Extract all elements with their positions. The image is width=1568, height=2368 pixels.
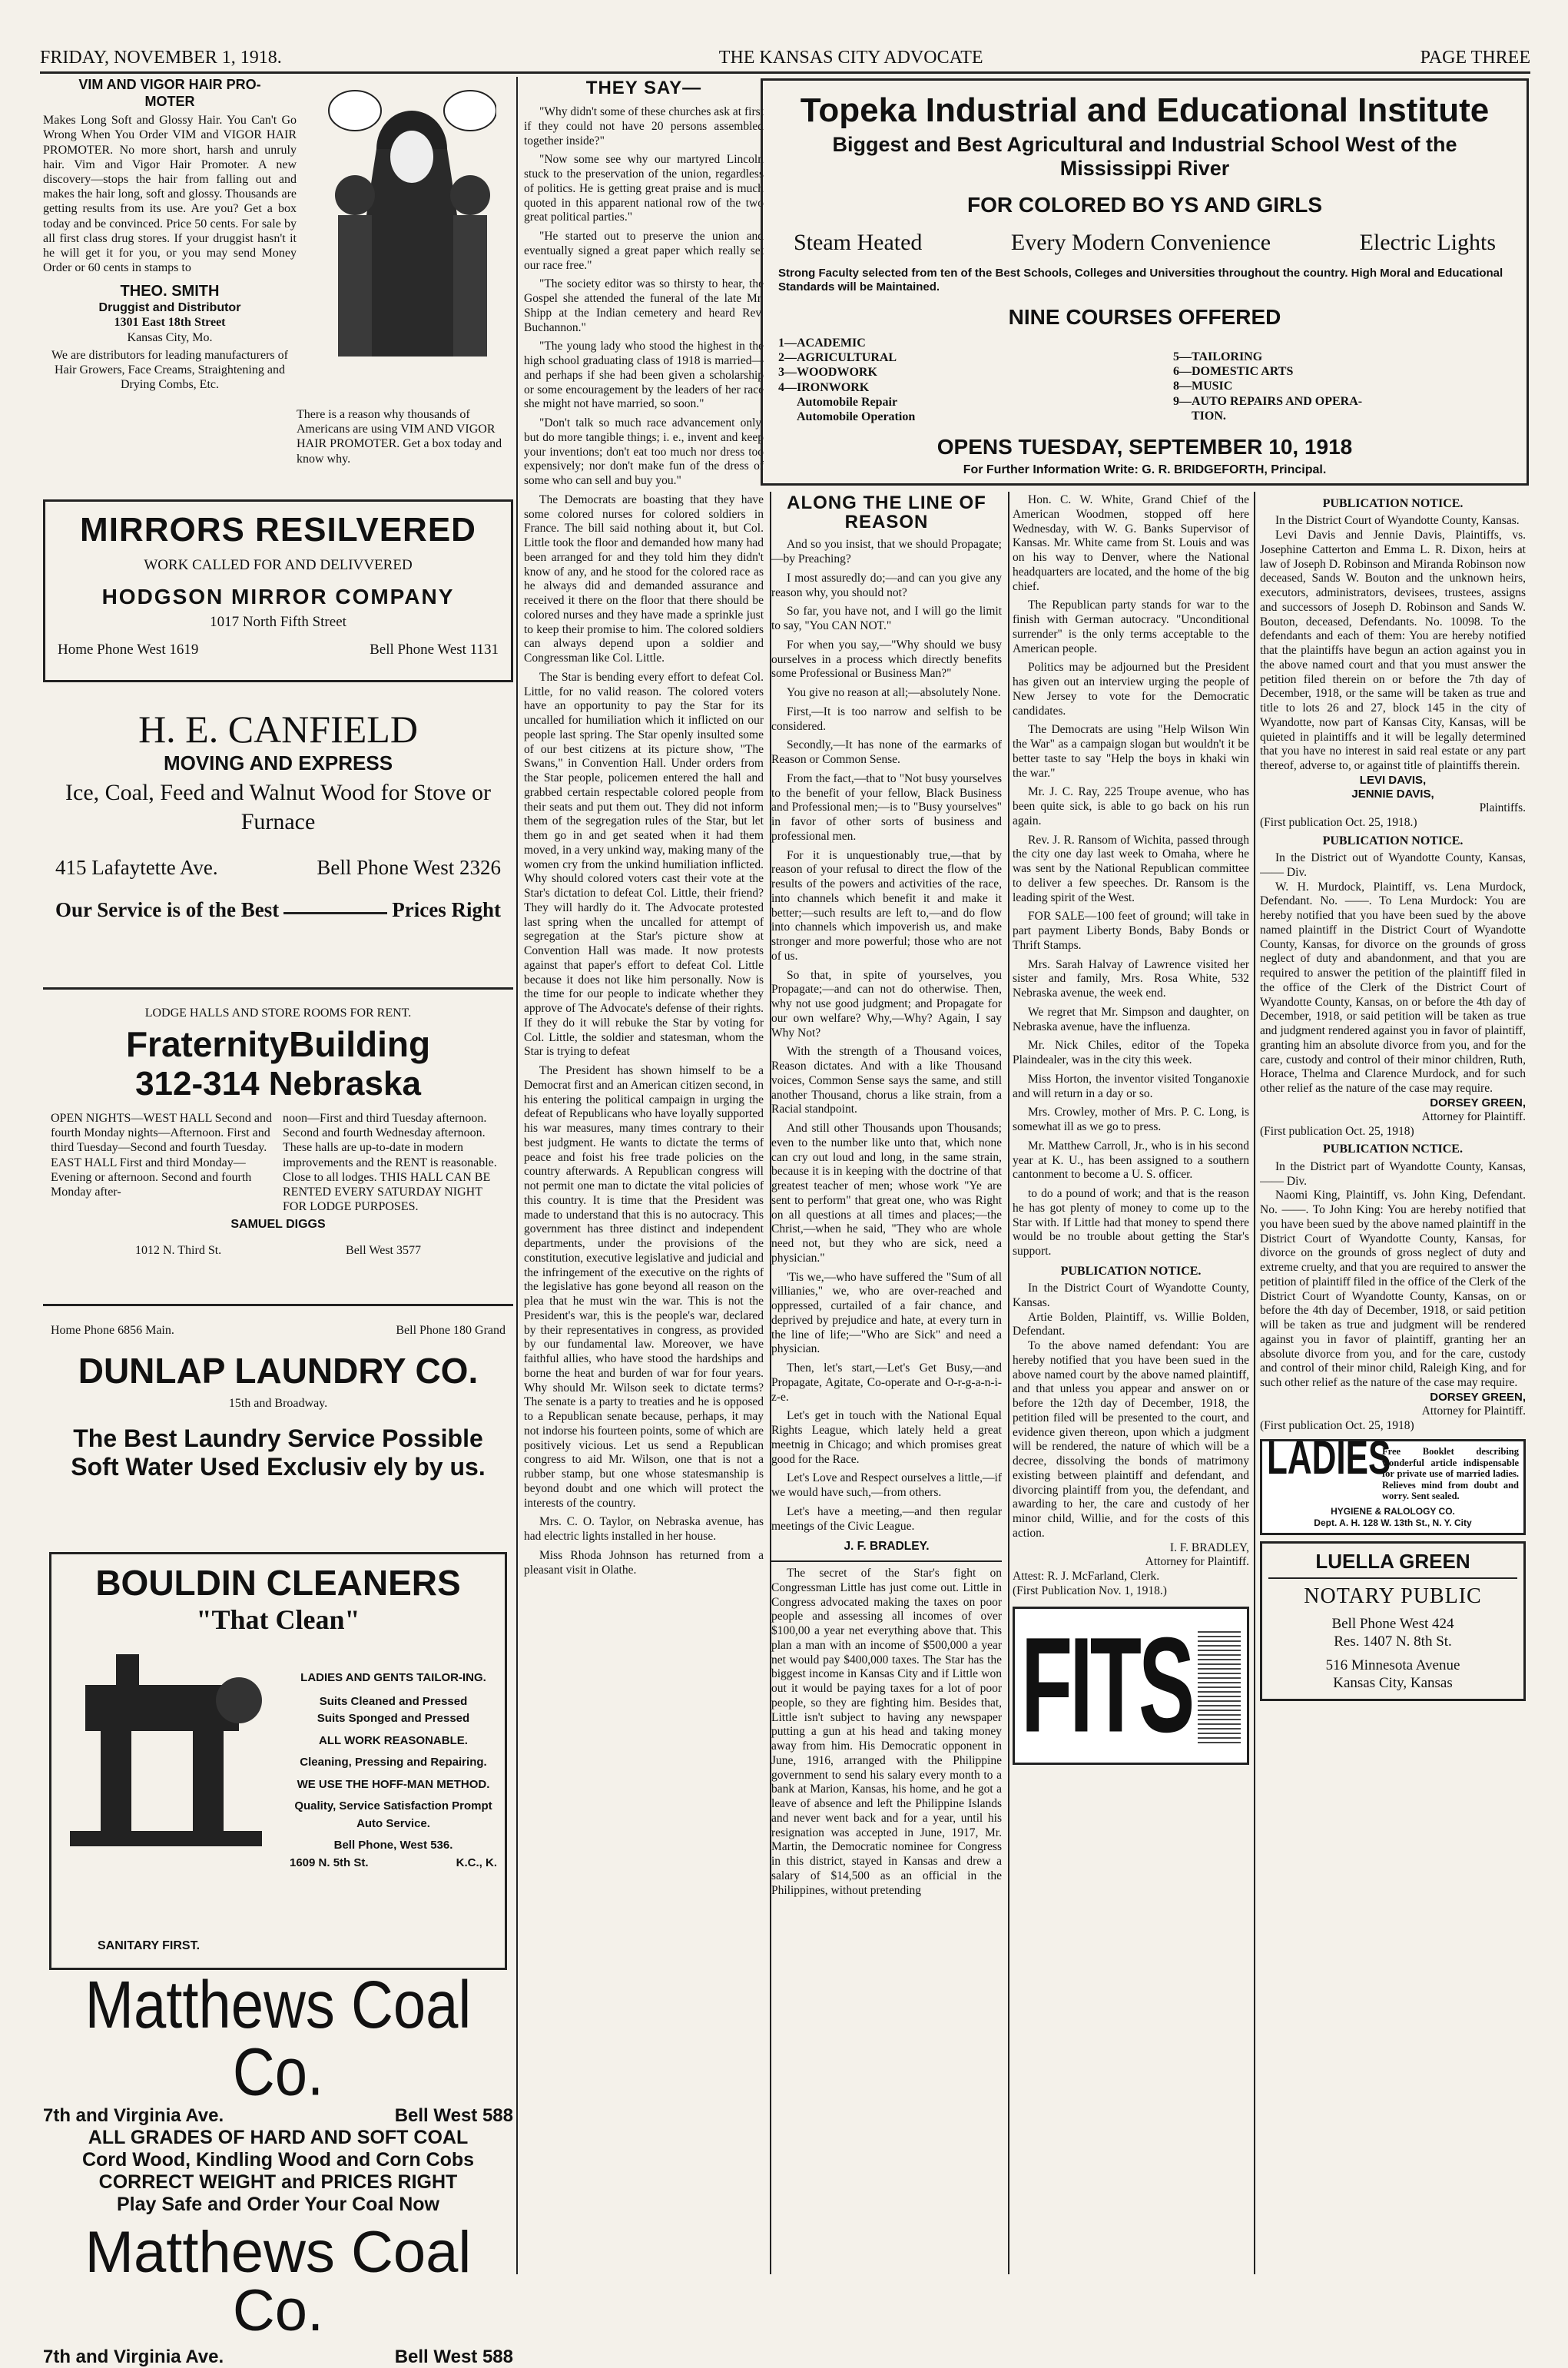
matthews-title: Matthews Coal Co.	[85, 1967, 472, 2110]
matthews-l4: Play Safe and Order Your Coal Now	[116, 2194, 440, 2215]
luella-phone: Bell Phone West 424	[1331, 1615, 1454, 1632]
luella-ad	[1260, 1541, 1526, 1700]
dunlap-title: DUNLAP LAUNDRY CO.	[78, 1351, 479, 1391]
notice-1-head: PUBLICATION NOTICE.	[1322, 497, 1464, 510]
they-say-paragraph: "The society editor was so thirsty to hear, the Gospel she attended the funeral of the late Mr. Shipp at the Indian cemetery and heard Rev. Buchannon."	[524, 277, 764, 334]
news-column-4	[1013, 493, 1249, 2276]
notice-2-body: W. H. Murdock, Plaintiff, vs. Lena Murdock, Defendant. No. ——. To Lena Murdock: You are hereby notified that you have been sued by the above named plaintiff in the District Court of Wyandotte County, Kansas, for divorce on the grounds of gross neglect of duty and abandonment, and that you are required to answer the petition of the plaintiff filed in the office of the Clerk of the District Court of Wyandotte County, Kansas, on or before the 4th day of December, 1918, or said petition will be taken as true and judgment rendered against you in favor of plaintiff, granting him an absolute divorce from you, and for the care, custody and control of their minor children, Ruth, Horace, Thelma and Clarence Murdock, and for such other relief as the nature of the case may require.	[1260, 880, 1526, 1095]
notice-1-first: (First publication Oct. 25, 1918.)	[1260, 815, 1417, 829]
along-title: ALONG THE LINE OF REASON	[787, 493, 986, 533]
topeka-info: For Further Information Write: G. R. BRIDGEFORTH, Principal.	[963, 463, 1327, 477]
fraternity-addr-2: 1012 N. Third St.	[135, 1243, 222, 1257]
col4-pub-sig-1: I. F. BRADLEY,	[1169, 1541, 1249, 1554]
course-item: 4—IRONWORK	[778, 380, 870, 394]
they-say-body	[524, 105, 764, 1577]
they-say-paragraph: The Star is bending every effort to defeat Col. Little, for no valid reason. The colored voters have an opportunity to pay the Star for its uncalled for humiliation which it inflicted on our people last spring. The Star openly insulted some of our best citizens at its picture show, "The Swans," in Convention Hall. Under orders from the Star people, policemen entered the hall and grabbed certain respectable colored people from their seats and put them out. They did not inform them of the segregation rules of the Star, but let them go in and get seated when it had them moved, in a very unkind way, making many of the women cry from the unkind humiliation inflicted. Why should colored voters cast their vote at the Star's dictation to defeat Col. Little, their friend? They will hardly do it. The Advocate protested last spring when the uncalled for attempt of segregation at the Star's picture show at Convention Hall was made. It now protests against that paper's effort to defeat Col. Little because it does not like him personally. Now is the time for our people to indicate whether they approve of The Advocate's defense of their rights. If they do it will rebuke the Star by voting for Col. Little, the soldier and statesman, whom the Star is trying to defeat	[524, 670, 764, 1059]
news-item: Hon. C. W. White, Grand Chief of the American Woodmen, stopped off here Wednesday, with W. G. Banks Supervisor of Kansas. Mr. White came from St. Louis and was on his way to Denver, where the National headquarters are located, and the home of the big chief.	[1013, 493, 1249, 593]
canfield-ad	[43, 688, 513, 990]
fraternity-title: FraternityBuilding	[125, 1024, 431, 1064]
they-say-paragraph: Miss Rhoda Johnson has returned from a pleasant visit in Olathe.	[524, 1548, 764, 1577]
along-paragraph: From the fact,—that to "Not busy yourselves to the benefit of your fellow, Black Business and Professional men;—is to "Busy yourselves" in favor of other sorts of business and professional men.	[771, 771, 1002, 843]
vim-addr-1: 1301 East 18th Street	[114, 316, 226, 330]
col4-pub-court: In the District Court of Wyandotte County, Kansas.	[1013, 1282, 1249, 1309]
along-paragraph: So far, you have not, and I will go the limit to say, "You CAN NOT."	[771, 605, 1002, 633]
news-item: Rev. J. R. Ransom of Wichita, passed through the city one day last week to Omaha, where he was sent by the National Republican committee to deliver a few speeches. Dr. Ransom is the leading spirit of the West.	[1013, 833, 1249, 904]
topeka-sub-2: Mississippi River	[1059, 157, 1230, 180]
bouldin-l4: ALL WORK REASONABLE.	[319, 1733, 468, 1747]
course-item: TION.	[1192, 409, 1226, 423]
ladies-word: LADIES	[1267, 1431, 1391, 1485]
news-item: The Democrats are using "Help Wilson Win the War" as a campaign slogan but wouldn't it be better taste to say "Help the boys in khaki win the war."	[1013, 723, 1249, 780]
canfield-line: Ice, Coal, Feed and Walnut Wood for Stove or Furnace	[65, 780, 491, 834]
topeka-for: FOR COLORED BO YS AND GIRLS	[966, 193, 1323, 217]
they-say-column	[524, 77, 764, 2274]
mirrors-phone-1: Home Phone West 1619	[58, 642, 199, 658]
ladies-ad	[1260, 1431, 1526, 1535]
fits-word: FITS	[1021, 1610, 1192, 1761]
along-paragraph: Then, let's start,—Let's Get Busy,—and Propagate, Agitate, Co-operate and O-r-g-a-n-i-z-e.	[771, 1361, 1002, 1404]
bouldin-l2: Suits Cleaned and Pressed	[319, 1694, 468, 1708]
along-paragraph: Let's get in touch with the National Equal Rights League, which lately held a great meetnig in Chicago; and which promises great good for the Race.	[771, 1409, 1002, 1466]
news-item: FOR SALE—100 feet of ground; will take in part payment Liberty Bonds, Baby Bonds or Thrift Stamps.	[1013, 910, 1249, 952]
notice-1-sig-1: LEVI DAVIS,	[1359, 773, 1427, 787]
col4-body	[1013, 493, 1249, 1259]
news-item: Mr. Nick Chiles, editor of the Topeka Plaindealer, was in the city this week.	[1013, 1039, 1249, 1066]
bouldin-title: BOULDIN CLEANERS	[95, 1563, 461, 1603]
dunlap-ad	[43, 1323, 513, 1543]
along-paragraph: You give no reason at all;—absolutely None.	[787, 686, 1001, 700]
course-item: 6—DOMESTIC ARTS	[1173, 365, 1294, 379]
canfield-sub: MOVING AND EXPRESS	[163, 751, 393, 774]
they-say-paragraph: "Why didn't some of these churches ask at first if they could not have 20 persons assembled together inside?"	[524, 105, 764, 148]
along-paragraph: So that, in spite of yourselves, you Propagate;—and can not do otherwise. Then, why not use good judgment; and Propagate for our own welfare? Why,—Why? Again, I say Why Not?	[771, 968, 1002, 1040]
they-say-paragraph: "Now some see why our martyred Lincoln stuck to the preservation of the union, regardless of politics. He is getting great praise and is much quoted in this apparent national row of the two great political parties."	[524, 153, 764, 224]
fraternity-person: SAMUEL DIGGS	[230, 1218, 326, 1232]
notice-3-head: PUBLICATION NCTICE.	[1323, 1143, 1463, 1156]
news-item: The Republican party stands for war to the finish with German autocracy. "Unconditional surrender" is the only terms acceptable to the American people.	[1013, 599, 1249, 655]
matthews-title-2: Matthews Coal Co.	[85, 2220, 472, 2343]
notice-1-body: Levi Davis and Jennie Davis, Plaintiffs, vs. Josephine Catterton and Emma L. R. Dixon, heirs at law of Joseph D. Robinson and Miranda Robinson now deceased, Sands W. Bouton and the unknown heirs, executors, administrators, devisees, trustees, assigns and successors of Joseph D. Robinson and Sands W. Bouton, deceased, Defendants. No. 10098. To the defendants and each of them: You are hereby notified that the plaintiffs have begun an action against you in the above named court and that you must answer the petition filed therein on or before the 7th day of December, 1918, or the same will be taken as true and title to lots 26 and 27, block 145 in the city of Wyandotte, now part of Kansas City, Kansas, will be quieted in plaintiffs and it will be legally determined that you have no interest in said real estate or any part thereof, adverse to, or against title of plaintiffs therein.	[1260, 529, 1526, 773]
news-item: We regret that Mr. Simpson and daughter, on Nebraska avenue, have the influenza.	[1013, 1005, 1249, 1033]
dunlap-phone-1: Home Phone 6856 Main.	[51, 1324, 174, 1337]
issue-date: FRIDAY, NOVEMBER 1, 1918.	[40, 48, 282, 68]
they-say-paragraph: Mrs. C. O. Taylor, on Nebraska avenue, has had electric lights installed in her house.	[524, 1515, 764, 1544]
bouldin-sub: "That Clean"	[196, 1604, 360, 1635]
along-paragraph: Secondly,—It has none of the earmarks of Reason or Common Sense.	[771, 738, 1002, 767]
col4-pub-head: PUBLICATION NOTICE.	[1060, 1264, 1202, 1278]
vim-role: Druggist and Distributor	[98, 301, 241, 315]
topeka-feature-1: Steam Heated	[794, 230, 923, 255]
paper-name: THE KANSAS CITY ADVOCATE	[718, 48, 983, 68]
matthews-addr-2: 7th and Virginia Ave.	[43, 2346, 224, 2367]
dunlap-phone-2: Bell Phone 180 Grand	[396, 1324, 506, 1337]
vim-title-1: VIM AND VIGOR HAIR PRO-	[78, 77, 261, 92]
vim-name: THEO. SMITH	[120, 283, 220, 300]
they-say-paragraph: "Don't talk so much race advancement only, but do more tangible things; i. e., invent and keep your inventions; don't eat too much nor dress too expensively; nor don't make fun of the dress of some who can sell and buy you."	[524, 416, 764, 488]
vim-body: Makes Long Soft and Glossy Hair. You Can't Go Wrong When You Order VIM and VIGOR HAIR PROMOTER. No more short, harsh and unruly hair. Vim and Vigor Hair Promoter. A new discovery—stops the hair from falling out and makes the hair long, soft and glossy. Thousands are getting results from its use. Are you? Get a box today and be convinced. Price 50 cents. For sale by all first class drug stores. If your druggist hasn't it he will get it for you, or you may send Money Order or 60 cents in stamps to	[43, 114, 297, 275]
notice-3-court: In the District part of Wyandotte County, Kansas,—— Div.	[1260, 1159, 1526, 1188]
fits-ad	[1013, 1607, 1249, 1765]
bouldin-l5: Cleaning, Pressing and Repairing.	[300, 1756, 487, 1769]
they-say-paragraph: The Democrats are boasting that they have some colored nurses for colored soldiers in France. The bill said nothing about it, but Col. Little took the floor and demanded how many had been arranged for and they told him they didn't know of any, and he stood for the colored race as he always did and demanded assurance and received it there on the floor that there should be colored nurses and they have made a sprinkle just to keep their promise to him. The colored soldiers can always depend upon a soldier and Congressman like Col. Little.	[524, 493, 764, 665]
mirrors-title: MIRRORS RESILVERED	[80, 511, 476, 549]
mirrors-sub: WORK CALLED FOR AND DELIVVERED	[144, 557, 413, 573]
matthews-ad	[43, 1967, 513, 2367]
notice-1-court: In the District Court of Wyandotte County, Kansas.	[1275, 514, 1520, 528]
topeka-title: Topeka Industrial and Educational Institute	[800, 91, 1490, 129]
along-paragraph: I most assuredly do;—and can you give any reason why, you should not?	[771, 571, 1002, 599]
bouldin-l9: 1609 N. 5th St.	[290, 1856, 369, 1869]
course-item: 5—TAILORING	[1173, 350, 1263, 363]
women-hair-icon	[327, 80, 496, 372]
bouldin-l7: Quality, Service Satisfaction Prompt Auto Service.	[294, 1799, 492, 1830]
course-item: 8—MUSIC	[1173, 380, 1233, 393]
luella-addr-2: Kansas City, Kansas	[1333, 1674, 1453, 1691]
notice-3-body: Naomi King, Plaintiff, vs. John King, Defendant. No. ——. To John King: You are hereby notified that you have been sued by the above named plaintiff in the District Court of Wyandotte County, Kansas, for divorce on the grounds of gross neglect of duty and extreme cruelty, and that you are required to answer the petition of plaintiff filed in the office of the Clerk of the District Court of Wyandotte County, Kansas, on or before the 4th day of December, 1918, or said petition will be taken as true and judgment will be rendered against you in favor of plaintiff, granting her an absolute divorce from you, and for the care, custody and control of their minor child, Raleigh King, and for such other relief as the nature of the case may require.	[1260, 1189, 1526, 1389]
along-paragraph: For when you say,—"Why should we busy ourselves in a process which directly benefits some Professional or Business Man?"	[771, 638, 1002, 681]
notice-3-first: (First publication Oct. 25, 1918)	[1260, 1418, 1414, 1432]
along-paragraph: And so you insist, that we should Propagate;—by Preaching?	[771, 538, 1002, 566]
topeka-opens: OPENS TUESDAY, SEPTEMBER 10, 1918	[936, 435, 1353, 459]
bouldin-l6: WE USE THE HOFF-MAN METHOD.	[297, 1777, 490, 1791]
bouldin-sanitary: SANITARY FIRST.	[98, 1939, 201, 1952]
fraternity-left: OPEN NIGHTS—WEST HALL Second and fourth Monday nights—Afternoon. First and third Tuesday—Second and fourth Tuesday. EAST HALL First and third Monday—Evening or afternoon. Second and fourth Monday after-	[51, 1112, 272, 1199]
along-star-article: The secret of the Star's fight on Congressman Little has just come out. Little in Congress advocated making the taxes on poor people and assessing all incomes of over $100,00 a year net everything above that. This plan a man with an income of $500,000 a year net would pay $400,000 taxes. The Star has the biggest income in Kansas City and if Little won out it would be paying taxes for a lot of poor people, so they are fighting him. Besides that, Little isn't subject to having any newspaper putting a gun at his head and taking money away from him. His Democratic opponent in June, 1916, arranged with the Philippine government to send his salary every month to a bank at Marion, Kansas, his home, and he got a leave of absence and left the Philippine Islands and never went back and for a year, until his resignation was accepted in June, 1917, Mr. Martin, the Democratic nominee for Congress in this district, stayed in Kansas and drew a salary of $14,500 as an official in the Philippines, without pretending	[771, 1567, 1002, 1897]
along-paragraph: For it is unquestionably true,—that by reason of your refusal to direct the flow of the results of the powers and activities of the race, into channels which benefit it and make it better;—such results are left to,—and do flow into channels which impoverish us, and make stronger and more powerful; those who are not of us.	[771, 848, 1002, 963]
notice-2-head: PUBLICATION NOTICE.	[1322, 834, 1464, 847]
mirrors-company: HODGSON MIRROR COMPANY	[101, 585, 455, 609]
col4-pub-first: (First Publication Nov. 1, 1918.)	[1013, 1584, 1167, 1597]
matthews-phone-2: Bell West 588	[394, 2346, 513, 2367]
ladies-address: Dept. A. H. 128 W. 13th St., N. Y. City	[1314, 1517, 1472, 1528]
vim-vigor-ad	[43, 77, 512, 492]
topeka-courses: NINE COURSES OFFERED	[1008, 305, 1281, 329]
news-item: Miss Horton, the inventor visited Tonganoxie and will return in a day or so.	[1013, 1072, 1249, 1100]
bouldin-ad	[49, 1552, 507, 1970]
course-item: 9—AUTO REPAIRS AND OPERA-	[1173, 394, 1363, 408]
press-machine-icon	[70, 1654, 277, 1885]
notices-column	[1260, 493, 1526, 2276]
dunlap-line-2: Soft Water Used Exclusiv ely by us.	[71, 1453, 486, 1481]
along-paragraph: And still other Thousands upon Thousands; even to the number like unto that, which none can cry out loud and long, in the same strain, because it is in keeping with the doctrine of that greatest teacher of men; whose work "Ye are sent to perform" that great one, who was Right on all questions at all times and places;—the Christ,—when he said, "They who are whole need not, but they who are sick, need a physician."	[771, 1122, 1002, 1265]
course-item: 3—WOODWORK	[778, 366, 877, 380]
column-rule	[516, 77, 518, 2274]
notice-1-sig-3: Plaintiffs.	[1479, 801, 1526, 815]
fraternity-ad	[43, 999, 513, 1306]
news-item: Mr. J. C. Ray, 225 Troupe avenue, who has been quite sick, is able to go back on his run again.	[1013, 785, 1249, 827]
col4-pub-parties: Artie Bolden, Plaintiff, vs. Willie Bolden, Defendant.	[1013, 1310, 1249, 1338]
course-item: Automobile Repair	[797, 395, 898, 409]
notice-2-sig-2: Attorney for Plaintiff.	[1421, 1109, 1526, 1123]
canfield-tag-2: Prices Right	[392, 898, 501, 921]
topeka-courses-right	[1173, 336, 1511, 424]
along-paragraph: First,—It is too narrow and selfish to be considered.	[771, 705, 1002, 733]
fraternity-right: noon—First and third Tuesday afternoon. Second and fourth Wednesday afternoon. These halls are up-to-date in modern improvements and the RENT is reasonable. Close to all lodges. THIS HALL CAN BE RENTED EVERY SATURDAY NIGHT FOR LODGE PURPOSES.	[283, 1112, 497, 1214]
fraternity-top: LODGE HALLS AND STORE ROOMS FOR RENT.	[144, 1007, 412, 1020]
bouldin-l10: K.C., K.	[456, 1856, 497, 1869]
fits-fineprint-icon	[1198, 1628, 1241, 1743]
along-signature: J. F. BRADLEY.	[844, 1540, 930, 1554]
col4-pub-body: To the above named defendant: You are hereby notified that you have been sued in the above named court by the above named plaintiff, and that unless you appear and answer on or before the 12th day of December, 1918, the petition filed will be presented to the court, and evidence given thereon, upon which a judgment will be rendered, the nature of which will be a decree, dissolving the bonds of matrimony existing between plaintiff and defendant, and divorcing plaintiff from you, the defendant, and awarding to her, the care and custody of her minor child, Willie, and for the costs of this action.	[1013, 1339, 1249, 1540]
course-item: Automobile Operation	[797, 410, 916, 423]
along-paragraph: With the strength of a Thousand voices, Reason dictates. And with a like Thousand voices, Common Sense says the same, and still another Thousand, chorus a like strain, from a Racial standpoint.	[771, 1045, 1002, 1116]
along-paragraph: Let's have a meeting,—and then regular meetings of the Civic League.	[771, 1504, 1002, 1533]
dunlap-addr: 15th and Broadway.	[228, 1397, 328, 1411]
col4-pub-sig-2: Attorney for Plaintiff.	[1145, 1555, 1249, 1569]
bouldin-l1: LADIES AND GENTS TAILOR-ING.	[300, 1671, 486, 1684]
notice-1-sig-2: JENNIE DAVIS,	[1351, 788, 1434, 801]
vim-title-2: MOTER	[144, 93, 195, 109]
luella-addr-1: 516 Minnesota Avenue	[1325, 1657, 1460, 1673]
ladies-text: Free Booklet describing wonderful article indispensable for private use of married ladies. Relieves mind from doubt and worry. Sent sealed.	[1382, 1446, 1519, 1501]
news-item: Mrs. Crowley, mother of Mrs. P. C. Long, is somewhat ill as we go to press.	[1013, 1106, 1249, 1133]
mirrors-addr: 1017 North Fifth Street	[210, 614, 346, 630]
news-item: Mrs. Sarah Halvay of Lawrence visited her sister and family, Mrs. Rosa White, 532 Nebraska avenue, the week end.	[1013, 957, 1249, 1000]
canfield-title: H. E. CANFIELD	[138, 708, 418, 751]
mirrors-phone-2: Bell Phone West 1131	[370, 642, 499, 658]
they-say-title: THEY SAY—	[585, 78, 702, 98]
topeka-ad	[761, 78, 1529, 486]
column-rule	[1254, 492, 1255, 2274]
matthews-l2: Cord Wood, Kindling Wood and Corn Cobs	[81, 2149, 475, 2171]
matthews-l3: CORRECT WEIGHT and PRICES RIGHT	[98, 2171, 458, 2193]
canfield-tag-1: Our Service is of the Best	[55, 898, 280, 921]
notice-2-court: In the District out of Wyandotte County, Kansas,—— Div.	[1260, 851, 1526, 879]
dunlap-line-1: The Best Laundry Service Possible	[73, 1424, 483, 1453]
canfield-addr: 415 Lafaytette Ave.	[55, 856, 218, 879]
bouldin-l3: Suits Sponged and Pressed	[317, 1712, 470, 1725]
along-column	[771, 493, 1002, 2276]
they-say-paragraph: The President has shown himself to be a Democrat first and an American citizen second, in his entering the political campaign in urging the defeat of Republicans who have loyally supported his war measures, many times contrary to their best judgment. He wants to dictate the terms of peace and foist his free trade policies on the country afterwards. A Republican congress will not permit one man to dictate the vital policies of this country. It is time that the President was made to understand that this is no autocracy. This government has three distinct and independent departments, under the provisions of the constitution, executive legislative and judicial and the infringement of the executive on the rights of the legislative has gone beyond all reason on the plea that he must win the war. This is not the President's war, this is the people's war, declared by their representatives in congress, as provided by our fundamental law. Moreover, we have faithful allies, who have stood the hardships and borne the heat and burden of war for four years. Why should Mr. Wilson seek to dictate terms? The senate is a party to treaties and he is opposed to a Republican senate because, perhaps, it may not indorse his fourteen points, some of which are positively vicious. Let us send a Republican congress to aid Mr. Wilson, one that is not a rubber stamp, but one whose statesmanship is beyond doubt and one which will protect the interests of the country.	[524, 1064, 764, 1510]
news-item: to do a pound of work; and that is the reason he has got plenty of money to come up to the Star with. If Little had that money to spend there would be no trouble about getting the Star's support.	[1013, 1187, 1249, 1258]
ladies-company: HYGIENE & RALOLOGY CO.	[1331, 1506, 1455, 1517]
along-paragraph: 'Tis we,—who have suffered the "Sum of all villianies," we, who are over-reached and oppressed, curtailed of a fair chance, and deprived by prejudice and hate, at every turn in the line of life;—"Who are Sick" and need a physician.	[771, 1270, 1002, 1356]
notice-3-sig-1: DORSEY GREEN,	[1430, 1390, 1526, 1404]
notice-2-first: (First publication Oct. 25, 1918)	[1260, 1124, 1414, 1138]
mirrors-ad	[43, 499, 513, 682]
news-item: Politics may be adjourned but the President has given out an interview urging the people of New Jersey to vote for the Democratic candidates.	[1013, 661, 1249, 718]
vim-distributors: We are distributors for leading manufacturers of Hair Growers, Face Creams, Straightening and Drying Combs, Etc.	[51, 348, 288, 392]
along-paragraph: Let's Love and Respect ourselves a little,—if we would have such,—from others.	[771, 1471, 1002, 1500]
fraternity-addr: 312-314 Nebraska	[135, 1065, 421, 1103]
col4-pub-attest: Attest: R. J. McFarland, Clerk.	[1013, 1570, 1160, 1584]
masthead	[40, 40, 1530, 74]
along-body	[771, 538, 1002, 1534]
bouldin-l8: Bell Phone, West 536.	[333, 1839, 453, 1852]
topeka-faculty: Strong Faculty selected from ten of the Best Schools, Colleges and Universities throughout the country. High Moral and Educational Standards will be Maintained.	[778, 267, 1503, 294]
fraternity-phone: Bell West 3577	[346, 1243, 421, 1257]
topeka-sub-1: Biggest and Best Agricultural and Industrial School West of the	[832, 133, 1457, 156]
matthews-phone: Bell West 588	[394, 2105, 513, 2126]
vim-reason: There is a reason why thousands of Americans are using VIM AND VIGOR HAIR PROMOTER. Get a box today and know why.	[297, 408, 502, 466]
topeka-courses-left	[778, 336, 1116, 424]
notice-2-sig-1: DORSEY GREEN,	[1430, 1096, 1526, 1109]
canfield-phone: Bell Phone West 2326	[317, 856, 501, 879]
matthews-l1: ALL GRADES OF HARD AND SOFT COAL	[88, 2127, 469, 2148]
topeka-feature-2: Every Modern Convenience	[1010, 230, 1271, 255]
luella-name: LUELLA GREEN	[1268, 1550, 1517, 1578]
course-item: 2—AGRICULTURAL	[778, 351, 897, 365]
they-say-paragraph: "He started out to preserve the union and eventually signed a great paper which really set our race free."	[524, 230, 764, 272]
page-number: PAGE THREE	[1420, 48, 1530, 68]
course-item: 1—ACADEMIC	[778, 337, 866, 350]
hair-illustration	[327, 80, 496, 372]
matthews-addr: 7th and Virginia Ave.	[43, 2105, 224, 2126]
column-rule	[1008, 492, 1009, 2274]
luella-title: NOTARY PUBLIC	[1304, 1584, 1482, 1608]
news-item: Mr. Matthew Carroll, Jr., who is in his second year at K. U., has been assigned to a southern cantonment to become a U. S. officer.	[1013, 1139, 1249, 1182]
topeka-feature-3: Electric Lights	[1359, 230, 1496, 255]
luella-residence: Res. 1407 N. 8th St.	[1334, 1633, 1452, 1650]
notice-3-sig-2: Attorney for Plaintiff.	[1421, 1404, 1526, 1418]
they-say-paragraph: "The young lady who stood the highest in the high school graduating class of 1918 is married—and perhaps if she had been given a scholarship or some encouragement by the leaders of her race she might not have married, so soon."	[524, 340, 764, 411]
vim-addr-2: Kansas City, Mo.	[127, 330, 213, 344]
